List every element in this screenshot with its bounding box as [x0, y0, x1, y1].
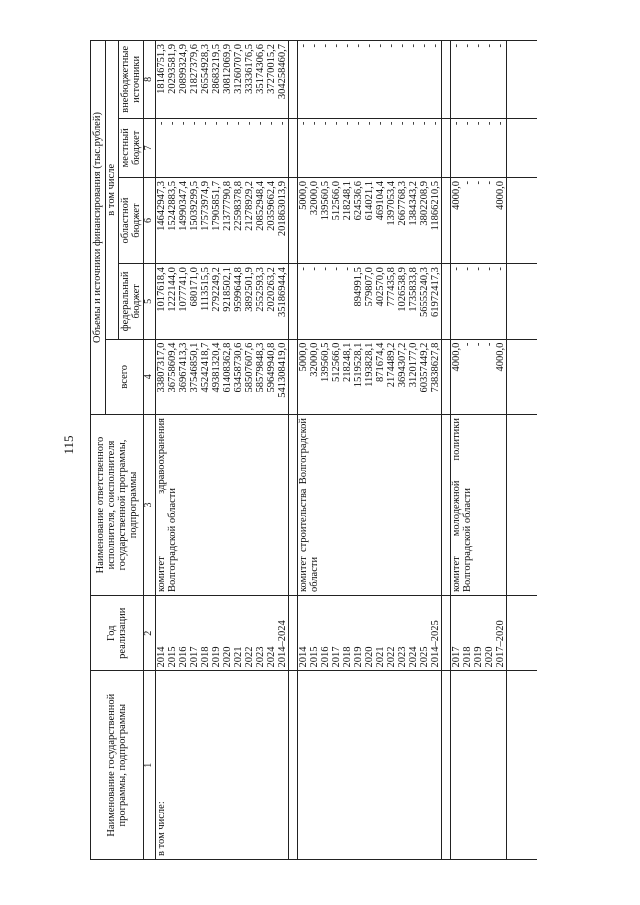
federal-cell-value: 1735833,8 — [408, 267, 419, 312]
federal-cell-value: - — [298, 267, 309, 271]
total-cell-value: 3694307,2 — [397, 342, 408, 388]
extra-cell-value: - — [473, 44, 484, 48]
federal-cell-value: 61972417,3 — [430, 267, 441, 318]
local-cell-value: - — [320, 121, 331, 126]
header-total: всего — [106, 339, 144, 414]
federal-cell-value: 3892501,9 — [244, 267, 255, 312]
extra-cell-value: 30812069,9 — [222, 44, 233, 94]
federal-cell-value: 1222144,0 — [167, 267, 178, 312]
regional-cell-value: 14990347,4 — [178, 180, 189, 231]
extra-cell-value: - — [408, 44, 419, 48]
total-cell-value: 871674,4 — [375, 342, 386, 382]
regional-cell-value: 20852948,4 — [255, 180, 266, 231]
year-cell-value: 2017 — [451, 646, 462, 668]
total-cell-value: 4000,0 — [451, 342, 462, 372]
federal-cell-value: 56555240,3 — [419, 267, 430, 318]
group-gap — [289, 41, 298, 860]
local-cell-value: - — [178, 121, 189, 126]
federal-cell-value: - — [451, 267, 462, 271]
total-cell-value: - — [473, 342, 484, 347]
federal-cell — [298, 264, 442, 339]
local-cell-value: - — [451, 121, 462, 126]
regional-cell-value: 1397053,4 — [386, 180, 397, 226]
total-cell-value: 36967413,3 — [178, 342, 189, 393]
extra-cell-value: 33336176,5 — [244, 44, 255, 94]
regional-cell-value: 2667768,3 — [397, 180, 408, 226]
federal-cell-value: - — [331, 267, 342, 271]
regional-cell-value: 15039299,5 — [189, 180, 200, 231]
regional-cell-value: 4000,0 — [495, 180, 506, 210]
extra-cell-value: 35174306,6 — [255, 44, 266, 94]
year-cell-value: 2018 — [200, 646, 211, 668]
year-cell-value: 2016 — [320, 646, 331, 668]
local-cell-value: - — [309, 121, 320, 126]
federal-cell-value: 2552593,3 — [255, 267, 266, 312]
extra-cell-value: 21827379,6 — [189, 44, 200, 94]
program-cell — [156, 671, 289, 860]
extra-cell-value: 304258460,7 — [277, 44, 288, 100]
page-number: 115 — [61, 435, 76, 455]
executor-cell: комитет здравоохранения Волгоградской области — [156, 414, 289, 595]
local-cell-value: - — [156, 121, 167, 126]
extra-cell — [298, 41, 442, 119]
total-cell-value: 139560,5 — [320, 342, 331, 382]
regional-cell-value: - — [473, 180, 484, 185]
total-cell-value: - — [484, 342, 495, 347]
year-cell-value: 2022 — [244, 646, 255, 668]
extra-cell-value: - — [364, 44, 375, 48]
regional-cell-value: 624536,6 — [353, 180, 364, 221]
year-cell-value: 2014–2025 — [430, 620, 441, 668]
col-index-2: 2 — [144, 596, 156, 671]
header-executor: Наименование ответственного исполнителя, соисполнителя государственной программы, подпрограммы — [91, 414, 144, 595]
local-cell-value: - — [386, 121, 397, 126]
regional-cell-value: - — [484, 180, 495, 185]
extra-cell — [156, 41, 289, 119]
total-cell-value: 541308419,0 — [277, 342, 288, 398]
federal-cell-value: 9218502,1 — [222, 267, 233, 312]
extra-cell-value: - — [309, 44, 320, 48]
extra-cell-value: - — [353, 44, 364, 48]
regional-cell-value: 3802208,9 — [419, 180, 430, 226]
federal-cell-value: 680171,0 — [189, 267, 200, 307]
local-cell-value: - — [244, 121, 255, 126]
total-cell-value: 45242418,7 — [200, 342, 211, 393]
federal-cell-value: - — [495, 267, 506, 271]
federal-cell-value: - — [320, 267, 331, 271]
extra-cell-value: - — [342, 44, 353, 48]
year-cell — [298, 596, 442, 671]
regional-cell-value: 14642947,3 — [156, 180, 167, 231]
year-cell-value: 2021 — [233, 646, 244, 668]
year-cell-value: 2024 — [266, 646, 277, 668]
local-cell-value: - — [222, 121, 233, 126]
extra-cell-value: - — [320, 44, 331, 48]
header-extra: внебюджетные источники — [119, 41, 144, 119]
program-cell — [451, 671, 507, 860]
year-cell-value: 2014 — [298, 646, 309, 668]
extra-cell-value: - — [386, 44, 397, 48]
total-cell-value: 49381320,4 — [211, 342, 222, 393]
local-cell-value: - — [277, 121, 288, 126]
federal-cell-value: 2020263,2 — [266, 267, 277, 312]
local-cell — [298, 118, 442, 177]
total-cell-value: 59649940,8 — [266, 342, 277, 393]
local-cell-value: - — [266, 121, 277, 126]
extra-cell — [451, 41, 507, 119]
federal-cell-value: 9599644,8 — [233, 267, 244, 312]
local-cell-value: - — [364, 121, 375, 126]
federal-cell-value: 2792249,2 — [211, 267, 222, 312]
local-cell-value: - — [462, 121, 473, 126]
table-row — [156, 41, 289, 860]
federal-cell-value: - — [462, 267, 473, 271]
regional-cell-value: 469104,4 — [375, 180, 386, 221]
year-cell — [156, 596, 289, 671]
regional-cell-value: - — [462, 180, 473, 185]
total-cell-value: 32000,0 — [309, 342, 320, 377]
col-index-5: 5 — [144, 264, 156, 339]
rotated-table-wrapper — [90, 40, 630, 860]
header-volume: Объемы и источники финансирования (тыс.рублей) — [91, 41, 106, 415]
regional-cell-value: 201863013,9 — [277, 180, 288, 237]
federal-cell-value: 579807,0 — [364, 267, 375, 307]
total-cell-value: 37546850,1 — [189, 342, 200, 393]
program-cell — [298, 671, 442, 860]
local-cell-value: - — [408, 121, 419, 126]
year-cell-value: 2020 — [222, 646, 233, 668]
extra-cell-value: - — [430, 44, 441, 48]
federal-cell-value: - — [473, 267, 484, 271]
year-cell-value: 2017 — [189, 646, 200, 668]
total-cell-value: 58507607,6 — [244, 342, 255, 393]
local-cell-value: - — [419, 121, 430, 126]
regional-cell — [298, 177, 442, 263]
regional-cell-value: 11866210,5 — [430, 180, 441, 231]
extra-cell-value: - — [462, 44, 473, 48]
col-index-4: 4 — [144, 339, 156, 414]
local-cell-value: - — [342, 121, 353, 126]
total-cell-value: 4000,0 — [495, 342, 506, 372]
table-filler — [507, 41, 538, 860]
federal-cell-value: - — [342, 267, 353, 271]
local-cell-value: - — [430, 121, 441, 126]
col-index-6: 6 — [144, 177, 156, 263]
local-cell-value: - — [200, 121, 211, 126]
federal-cell — [156, 264, 289, 339]
col-index-8: 8 — [144, 41, 156, 119]
regional-cell-value: 4000,0 — [451, 180, 462, 210]
total-cell-value: 3120177,0 — [408, 342, 419, 388]
total-cell-value: 61408362,8 — [222, 342, 233, 393]
federal-cell-value: 402570,0 — [375, 267, 386, 307]
year-cell-value: 2019 — [211, 646, 222, 668]
year-cell-value: 2024 — [408, 646, 419, 668]
federal-cell-value: 777435,8 — [386, 267, 397, 307]
extra-cell-value: - — [375, 44, 386, 48]
total-cell — [156, 339, 289, 414]
extra-cell-value: - — [298, 44, 309, 48]
regional-cell-value: 15242883,5 — [167, 180, 178, 231]
year-cell-value: 2023 — [255, 646, 266, 668]
regional-cell — [451, 177, 507, 263]
regional-cell-value: 512566,0 — [331, 180, 342, 221]
table-body — [156, 41, 538, 860]
regional-cell-value: 20359662,4 — [266, 180, 277, 231]
year-cell-value: 2022 — [386, 646, 397, 668]
year-cell-value: 2020 — [364, 646, 375, 668]
year-cell-value: 2018 — [462, 646, 473, 668]
table-row — [298, 41, 442, 860]
local-cell-value: - — [298, 121, 309, 126]
total-cell-value: 5000,0 — [298, 342, 309, 372]
regional-cell-value: 17573974,9 — [200, 180, 211, 231]
total-cell-value: 58579848,3 — [255, 342, 266, 393]
col-index-3: 3 — [144, 414, 156, 595]
regional-cell-value: 22598378,8 — [233, 180, 244, 231]
total-cell-value: - — [462, 342, 473, 347]
local-cell-value: - — [167, 121, 178, 126]
local-cell-value: - — [331, 121, 342, 126]
year-cell-value: 2017–2020 — [495, 620, 506, 668]
local-cell-value: - — [189, 121, 200, 126]
executor-cell: комитет молодежной политики Волгоградской области — [451, 414, 507, 595]
regional-cell-value: 5000,0 — [298, 180, 309, 210]
header-incl: в том числе — [106, 41, 119, 340]
total-cell-value: 33807317,0 — [156, 342, 167, 393]
group-gap — [442, 41, 451, 860]
extra-cell-value: 28683219,5 — [211, 44, 222, 94]
local-cell-value: - — [473, 121, 484, 126]
regional-cell-value: 17905851,7 — [211, 180, 222, 231]
regional-cell-value: 21377790,8 — [222, 180, 233, 231]
extra-cell-value: 37270015,2 — [266, 44, 277, 94]
federal-cell-value: 1077741,0 — [178, 267, 189, 312]
year-cell-value: 2025 — [419, 646, 430, 668]
header-local: местный бюджет — [119, 118, 144, 177]
total-cell-value: 1519528,1 — [353, 342, 364, 388]
year-cell-value: 2015 — [167, 646, 178, 668]
year-cell-value: 2020 — [484, 646, 495, 668]
federal-cell-value: - — [484, 267, 495, 271]
extra-cell-value: - — [397, 44, 408, 48]
financing-table — [90, 40, 537, 860]
federal-cell-value: - — [309, 267, 320, 271]
year-cell-value: 2016 — [178, 646, 189, 668]
header-federal: федеральный бюджет — [119, 264, 144, 339]
extra-cell-value: 20899324,9 — [178, 44, 189, 94]
extra-cell-value: - — [451, 44, 462, 48]
year-cell-value: 2014 — [156, 646, 167, 668]
header-year: Год реализации — [91, 596, 144, 671]
local-cell-value: - — [397, 121, 408, 126]
total-cell-value: 36758609,4 — [167, 342, 178, 393]
regional-cell-value: 32000,0 — [309, 180, 320, 216]
local-cell-value: - — [484, 121, 495, 126]
total-cell-value: 63458730,6 — [233, 342, 244, 393]
federal-cell-value: 1017618,4 — [156, 267, 167, 312]
total-cell-value: 73838627,8 — [430, 342, 441, 393]
local-cell — [451, 118, 507, 177]
extra-cell-value: 26554928,3 — [200, 44, 211, 94]
local-cell-value: - — [233, 121, 244, 126]
extra-cell-value: - — [331, 44, 342, 48]
local-cell-value: - — [495, 121, 506, 126]
header-program: Наименование государственной программы, подпрограммы — [91, 671, 144, 860]
year-cell-value: 2021 — [375, 646, 386, 668]
local-cell — [156, 118, 289, 177]
federal-cell-value: 1113515,5 — [200, 267, 211, 311]
regional-cell — [156, 177, 289, 263]
table-row — [451, 41, 507, 860]
year-cell — [451, 596, 507, 671]
local-cell-value: - — [255, 121, 266, 126]
extra-cell-value: 20293581,9 — [167, 44, 178, 94]
regional-cell-value: 1384343,2 — [408, 180, 419, 226]
col-index-7: 7 — [144, 118, 156, 177]
local-cell-value: - — [375, 121, 386, 126]
year-cell-value: 2018 — [342, 646, 353, 668]
header-regional: областной бюджет — [119, 177, 144, 263]
total-cell-value: 218248,1 — [342, 342, 353, 382]
federal-cell-value: 894991,5 — [353, 267, 364, 307]
regional-cell-value: 21278929,2 — [244, 180, 255, 231]
regional-cell-value: 218248,1 — [342, 180, 353, 221]
local-cell-value: - — [353, 121, 364, 126]
total-cell-value: 1193828,1 — [364, 342, 375, 387]
col-index-1: 1 — [144, 671, 156, 860]
total-cell-value: 60357449,2 — [419, 342, 430, 393]
year-cell-value: 2017 — [331, 646, 342, 668]
year-cell-value: 2015 — [309, 646, 320, 668]
total-cell — [451, 339, 507, 414]
year-cell-value: 2014–2024 — [277, 620, 288, 668]
extra-cell-value: - — [484, 44, 495, 48]
extra-cell-value: - — [495, 44, 506, 48]
extra-cell-value: 31260707,0 — [233, 44, 244, 94]
regional-cell-value: 139560,5 — [320, 180, 331, 221]
year-cell-value: 2023 — [397, 646, 408, 668]
year-cell-value: 2019 — [353, 646, 364, 668]
federal-cell — [451, 264, 507, 339]
year-cell-value: 2019 — [473, 646, 484, 668]
total-cell-value: 2174489,2 — [386, 342, 397, 388]
extra-cell-value: 18146751,3 — [156, 44, 167, 94]
extra-cell-value: - — [419, 44, 430, 48]
regional-cell-value: 614021,1 — [364, 180, 375, 221]
federal-cell-value: 1026538,9 — [397, 267, 408, 312]
row-label: в том числе: — [156, 801, 167, 856]
total-cell — [298, 339, 442, 414]
local-cell-value: - — [211, 121, 222, 126]
total-cell-value: 512566,0 — [331, 342, 342, 382]
executor-cell: комитет строительства Волгоградской области — [298, 414, 442, 595]
federal-cell-value: 35186944,4 — [277, 267, 288, 318]
